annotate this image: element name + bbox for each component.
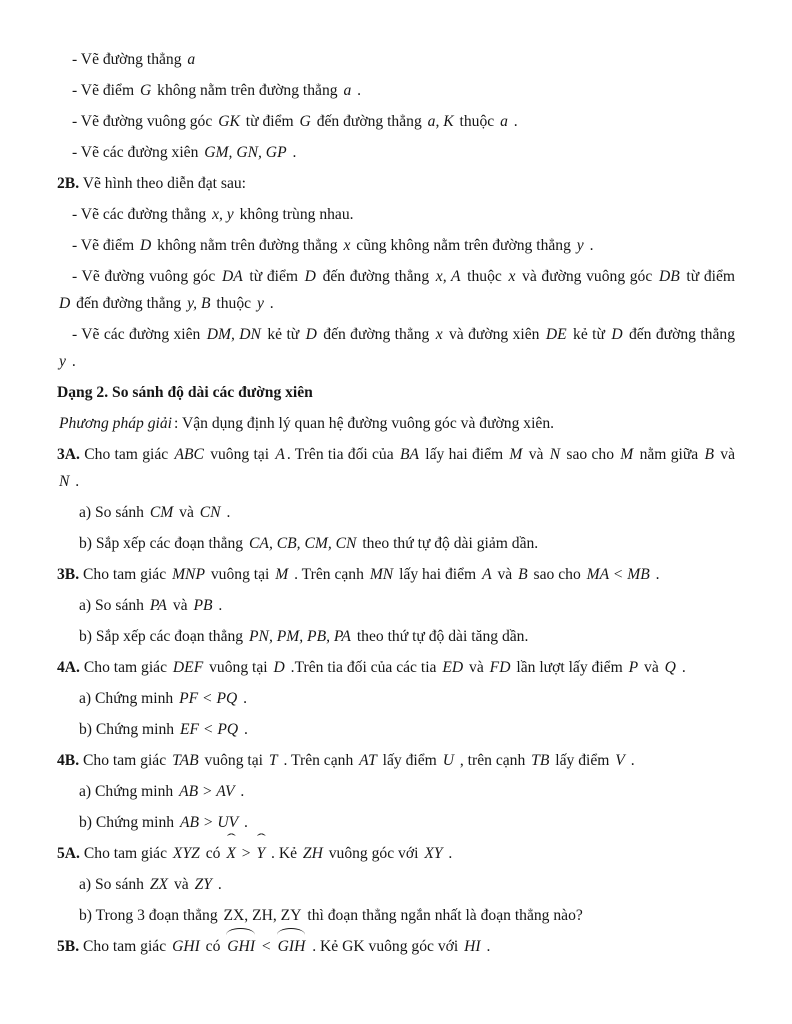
- text-segment: vuông tại: [205, 659, 272, 676]
- text-segment: .: [626, 752, 635, 769]
- text-segment: >: [237, 845, 255, 862]
- math-token: B: [704, 446, 715, 463]
- exercise-4b: [57, 747, 735, 774]
- text-segment: và: [168, 597, 192, 614]
- math-token: GM, GN, GP: [204, 144, 287, 161]
- text-segment: và: [493, 566, 517, 583]
- text-segment: và đường xiên: [444, 326, 544, 343]
- math-token: M: [275, 566, 289, 583]
- document-content: [57, 46, 735, 960]
- math-token: M: [509, 446, 523, 463]
- question-4b-a: [57, 778, 735, 805]
- math-token: D: [304, 268, 316, 285]
- math-token: P: [628, 659, 639, 676]
- text-segment: b) Trong 3 đoạn thẳng: [79, 907, 222, 924]
- exercise-4a: [57, 654, 735, 681]
- math-token-hat: ˆ Y: [256, 840, 265, 867]
- math-token: V: [615, 752, 625, 769]
- text-segment: thì đoạn thẳng ngắn nhất là đoạn thẳng nào?: [303, 907, 583, 924]
- text-segment: lấy hai điểm: [421, 446, 508, 463]
- text-segment: không nằm trên đường thẳng: [153, 237, 342, 254]
- bold-label: Dạng 2. So sánh độ dài các đường xiên: [57, 384, 313, 401]
- math-token: x, y: [212, 206, 234, 223]
- bold-label: 4B.: [57, 752, 80, 769]
- math-token: PB: [193, 597, 213, 614]
- text-segment: - Vẽ các đường xiên: [72, 326, 205, 343]
- math-token: Phương pháp giải: [59, 415, 172, 432]
- text-segment: và đường vuông góc: [517, 268, 657, 285]
- math-token-hat: ˆ X: [226, 840, 236, 867]
- exercise-5a: [57, 840, 735, 867]
- text-segment: thuộc: [462, 268, 507, 285]
- text-segment: đến đường thẳng: [317, 268, 434, 285]
- text-segment: b) Sắp xếp các đoạn thẳng: [79, 628, 248, 645]
- math-token: a: [343, 82, 352, 99]
- math-token-arc: GHI: [226, 933, 256, 960]
- text-segment: Cho tam giác: [79, 938, 171, 955]
- math-token: D: [611, 326, 623, 343]
- text-segment: không nằm trên đường thẳng: [153, 82, 342, 99]
- math-token: GK: [218, 113, 240, 130]
- math-token: DM, DN: [206, 326, 261, 343]
- text-segment: a) So sánh: [79, 504, 148, 521]
- math-token: x, A: [435, 268, 461, 285]
- math-token: BA: [399, 446, 419, 463]
- math-token: y: [256, 295, 264, 312]
- exercise-5b: [57, 933, 735, 960]
- instruction-draw-line-a: [57, 46, 735, 73]
- math-token-arc: GIH: [277, 933, 307, 960]
- text-segment: đến đường thẳng: [624, 326, 735, 343]
- text-segment: - Vẽ các đường xiên: [72, 144, 203, 161]
- text-segment: .: [677, 659, 686, 676]
- text-segment: và: [640, 659, 663, 676]
- text-segment: nằm giữa: [635, 446, 703, 463]
- text-segment: - Vẽ đường vuông góc: [72, 113, 217, 130]
- math-token: XYZ: [172, 845, 200, 862]
- bold-label: 4A.: [57, 659, 80, 676]
- text-segment: theo thứ tự độ dài giảm dần.: [358, 535, 539, 552]
- math-token: y: [59, 353, 66, 370]
- text-segment: - Vẽ đường vuông góc: [72, 268, 220, 285]
- text-segment: .: [213, 876, 222, 893]
- method-note: [57, 410, 735, 437]
- instruction-draw-perpendiculars-da-db: [57, 263, 735, 317]
- text-segment: Cho tam giác: [79, 566, 171, 583]
- text-segment: a) Chứng minh: [79, 690, 178, 707]
- text-segment: . Trên tia đối của: [286, 446, 398, 463]
- text-segment: lần lượt lấy điểm: [512, 659, 627, 676]
- math-token: A: [482, 566, 492, 583]
- math-token: N: [549, 446, 561, 463]
- exercise-3a: [57, 441, 735, 495]
- text-segment: kẻ từ: [262, 326, 304, 343]
- math-token: D: [59, 295, 71, 312]
- math-token: TB: [531, 752, 550, 769]
- instruction-draw-point-g: [57, 77, 735, 104]
- math-token: B: [518, 566, 528, 583]
- text-segment: và: [524, 446, 548, 463]
- question-3a-a: [57, 499, 735, 526]
- math-token: PN, PM, PB, PA: [249, 628, 351, 645]
- question-5a-a: [57, 871, 735, 898]
- text-segment: .: [265, 295, 274, 312]
- math-token: M: [620, 446, 634, 463]
- text-segment: Cho tam giác: [79, 845, 171, 862]
- text-segment: kẻ từ: [568, 326, 610, 343]
- math-token: CM: [149, 504, 174, 521]
- text-segment: .: [509, 113, 518, 130]
- math-token: GHI: [172, 938, 200, 955]
- text-segment: và: [716, 446, 736, 463]
- math-token: HI: [464, 938, 481, 955]
- instruction-draw-perpendicular-gk: [57, 108, 735, 135]
- bold-label: 3A.: [57, 446, 80, 463]
- text-segment: a) So sánh: [79, 876, 148, 893]
- text-segment: .Trên tia đối của các tia: [286, 659, 441, 676]
- text-segment: - Vẽ điểm: [72, 237, 138, 254]
- instruction-draw-point-d: [57, 232, 735, 259]
- math-token: DE: [545, 326, 567, 343]
- math-token: MA < MB: [586, 566, 650, 583]
- math-token: D: [273, 659, 285, 676]
- bold-label: 2B.: [57, 175, 80, 192]
- math-token: DA: [221, 268, 243, 285]
- math-token: A: [275, 446, 285, 463]
- text-segment: từ điểm: [244, 268, 303, 285]
- text-segment: b) Chứng minh: [79, 721, 178, 738]
- text-segment: vuông tại: [206, 566, 274, 583]
- text-segment: .: [239, 690, 248, 707]
- text-segment: Cho tam giác: [79, 659, 171, 676]
- math-token: ZH: [302, 845, 323, 862]
- text-segment: .: [236, 783, 245, 800]
- math-token: PF < PQ: [179, 690, 238, 707]
- math-token: G: [139, 82, 152, 99]
- question-3b-b: [57, 623, 735, 650]
- text-segment: cũng không nằm trên đường thẳng: [352, 237, 575, 254]
- text-segment: lấy điểm: [378, 752, 441, 769]
- text-segment: đến đường thẳng: [318, 326, 434, 343]
- math-token: a: [500, 113, 508, 130]
- math-token: AT: [359, 752, 377, 769]
- text-segment: b) Chứng minh: [79, 814, 178, 831]
- math-token: MN: [369, 566, 394, 583]
- text-segment: .: [71, 473, 80, 490]
- math-token: EF < PQ: [179, 721, 239, 738]
- text-segment: - Vẽ điểm: [72, 82, 138, 99]
- bold-label: 5B.: [57, 938, 80, 955]
- text-segment: có: [201, 938, 225, 955]
- text-segment: có: [201, 845, 225, 862]
- text-segment: vuông tại: [200, 752, 267, 769]
- text-segment: , trên cạnh: [455, 752, 530, 769]
- math-token: FD: [489, 659, 511, 676]
- text-segment: vuông góc với: [324, 845, 423, 862]
- math-token-upright: ZX, ZH, ZY: [223, 907, 302, 924]
- bold-label: 3B.: [57, 566, 80, 583]
- question-3a-b: [57, 530, 735, 557]
- text-segment: lấy điểm: [551, 752, 614, 769]
- math-token: y, B: [187, 295, 211, 312]
- text-segment: thuộc: [455, 113, 499, 130]
- section-heading-dang-2: [57, 379, 735, 406]
- text-segment: và: [465, 659, 488, 676]
- math-token: Q: [664, 659, 676, 676]
- math-token: TAB: [172, 752, 199, 769]
- text-segment: từ điểm: [681, 268, 735, 285]
- text-segment: và: [175, 504, 198, 521]
- text-segment: - Vẽ các đường thẳng: [72, 206, 211, 223]
- text-segment: Vẽ hình theo diễn đạt sau:: [79, 175, 246, 192]
- math-token: ZX: [149, 876, 169, 893]
- question-5a-b: [57, 902, 735, 929]
- text-segment: Cho tam giác: [79, 752, 171, 769]
- text-segment: đến đường thẳng: [72, 295, 186, 312]
- text-segment: lấy hai điểm: [395, 566, 481, 583]
- math-token: ED: [442, 659, 464, 676]
- math-token: D: [305, 326, 317, 343]
- text-segment: theo thứ tự độ dài tăng dần.: [352, 628, 529, 645]
- math-token: ZY: [194, 876, 212, 893]
- text-segment: Cho tam giác: [79, 446, 173, 463]
- instruction-draw-lines-x-y: [57, 201, 735, 228]
- instruction-draw-obliques-gm-gn-gp: [57, 139, 735, 166]
- math-token: AB > AV: [179, 783, 235, 800]
- question-4b-b: [57, 809, 735, 836]
- instruction-draw-obliques-dm-dn-de: [57, 321, 735, 375]
- question-4a-b: [57, 716, 735, 743]
- text-segment: đến đường thẳng: [312, 113, 426, 130]
- math-token: T: [268, 752, 278, 769]
- text-segment: . Trên cạnh: [290, 566, 368, 583]
- text-segment: thuộc: [212, 295, 255, 312]
- text-segment: a) Chứng minh: [79, 783, 178, 800]
- text-segment: từ điểm: [241, 113, 298, 130]
- text-segment: .: [444, 845, 453, 862]
- text-segment: <: [258, 938, 275, 955]
- exercise-2b: [57, 170, 735, 197]
- text-segment: . Kẻ GK vuông góc với: [308, 938, 463, 955]
- text-segment: không trùng nhau.: [235, 206, 354, 223]
- text-segment: .: [482, 938, 491, 955]
- math-token: DEF: [172, 659, 204, 676]
- text-segment: a) So sánh: [79, 597, 148, 614]
- math-token: a, K: [427, 113, 454, 130]
- text-segment: : Vận dụng định lý quan hệ đường vuông góc và đường xiên.: [174, 415, 555, 432]
- math-token: AB > UV: [179, 814, 239, 831]
- text-segment: .: [353, 82, 362, 99]
- question-3b-a: [57, 592, 735, 619]
- question-4a-a: [57, 685, 735, 712]
- math-token: x: [508, 268, 516, 285]
- text-segment: .: [288, 144, 297, 161]
- math-token: MNP: [172, 566, 205, 583]
- math-token: U: [442, 752, 454, 769]
- math-token: a: [187, 51, 196, 68]
- text-segment: .: [240, 814, 248, 831]
- text-segment: - Vẽ đường thẳng: [72, 51, 186, 68]
- text-segment: .: [240, 721, 248, 738]
- math-token: y: [576, 237, 584, 254]
- exercise-3b: [57, 561, 735, 588]
- text-segment: sao cho: [529, 566, 585, 583]
- text-segment: b) Sắp xếp các đoạn thẳng: [79, 535, 248, 552]
- math-token: PA: [149, 597, 167, 614]
- math-token: x: [435, 326, 443, 343]
- text-segment: . Trên cạnh: [279, 752, 358, 769]
- math-token: x: [343, 237, 351, 254]
- math-token: D: [139, 237, 152, 254]
- math-token: N: [59, 473, 70, 490]
- text-segment: vuông tại: [205, 446, 274, 463]
- math-token: G: [299, 113, 311, 130]
- text-segment: . Kẻ: [267, 845, 301, 862]
- math-token: CN: [199, 504, 221, 521]
- math-token: XY: [424, 845, 443, 862]
- text-segment: sao cho: [562, 446, 619, 463]
- math-token: CA, CB, CM, CN: [249, 535, 357, 552]
- text-segment: .: [214, 597, 223, 614]
- text-segment: .: [222, 504, 231, 521]
- bold-label: 5A.: [57, 845, 80, 862]
- text-segment: .: [651, 566, 660, 583]
- text-segment: .: [67, 353, 76, 370]
- text-segment: .: [585, 237, 594, 254]
- math-token: ABC: [174, 446, 204, 463]
- math-token: DB: [658, 268, 680, 285]
- text-segment: và: [170, 876, 193, 893]
